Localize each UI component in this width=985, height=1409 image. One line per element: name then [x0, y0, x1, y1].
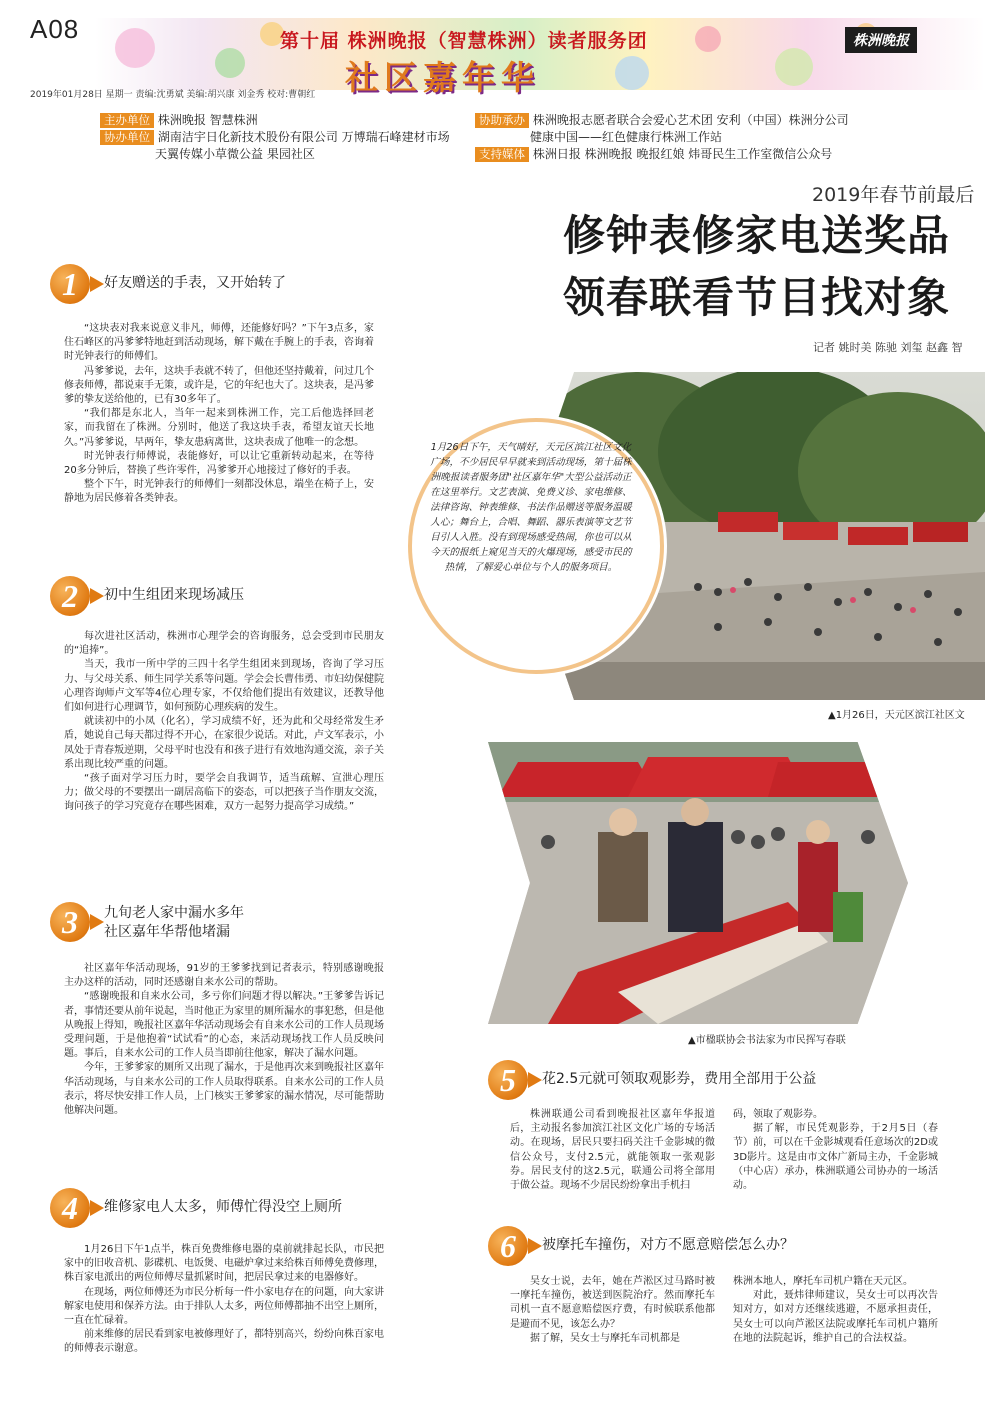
section-4-badge: 4	[50, 1188, 90, 1228]
section-2-badge: 2	[50, 576, 90, 616]
paragraph: 每次进社区活动，株洲市心理学会的咨询服务，总会受到市民朋友的“追捧”。	[64, 631, 384, 657]
photo-1-caption: ▲1月26日，天元区滨江社区文	[828, 710, 965, 721]
intro-text: 1月26日下午，天气晴好，天元区滨江社区文化广场，不少居民早早就来到活动现场，第十届株洲晚报读者服务团"社区嘉年华"大型公益活动正在这里举行。文艺表演、免费义诊、家电维修、法律咨询、钟表维修、书法作品赠送等服务温暖人心；舞台上，合唱、舞蹈、器乐表演等文艺节目引人入胜。没有到现场感受热闹，你也可以从今天的报纸上窥见当天的火爆现场，感受市民的热情，了解爱心单位与个人的服务项目。	[430, 442, 632, 573]
section-5-body-left	[510, 1108, 715, 1193]
section-6-title: 被摩托车撞伤，对方不愿意赔偿怎么办？	[542, 1237, 794, 1253]
calligraphy-photo	[488, 742, 908, 1024]
sponsor-block	[100, 113, 960, 165]
paragraph: 株洲联通公司看到晚报社区嘉年华报道后，主动报名参加滨江社区文化广场的专场活动。在现场，居民只要扫码关注千金影城的微信公众号，支付2.5元，就能领取一张观影券。居民支付的这2.5元，联通公司将全部用于做公益。现场不少居民纷纷拿出手机扫	[510, 1109, 715, 1192]
section-2-title: 初中生组团来现场减压	[104, 587, 244, 603]
headline-line-1: 修钟表修家电送奖品	[563, 211, 951, 260]
paragraph: 据了解，吴女士与摩托车司机都是	[530, 1332, 680, 1344]
assist-text-1: 株洲晚报志愿者联合会爱心艺术团 安利（中国）株洲分公司	[532, 113, 849, 127]
paragraph: 整个下午，时光钟表行的师傅们一刻都没休息，端坐在椅子上，安静地为居民修着各类钟表。	[64, 479, 374, 505]
section-4-body	[64, 1243, 384, 1357]
paragraph: 吴女士说，去年，她在芦淞区过马路时被一摩托车撞伤，被送到医院治疗。然而摩托车司机一直不愿意赔偿医疗费，有时候联系他都是避而不见，该怎么办？	[510, 1276, 715, 1330]
section-5-body-right	[733, 1108, 938, 1193]
paragraph: “这块表对我来说意义非凡，师傅，还能修好吗？”下午3点多，家住石峰区的冯爹爹特地赶到活动现场，解下戴在手腕上的手表，咨询着时光钟表行的师傅们。	[64, 323, 374, 363]
section-4-title: 维修家电人太多，师傅忙得没空上厕所	[104, 1199, 342, 1215]
photo-2-caption: ▲市楹联协会书法家为市民挥写春联	[688, 1035, 846, 1046]
paragraph: 在现场，两位师傅还为市民分析每一件小家电存在的问题，向大家讲解家电使用和保养方法。由于排队人太多，两位师傅都抽不出空上厕所，一直在忙碌着。	[64, 1286, 384, 1327]
section-3-title	[104, 904, 244, 942]
section-1-badge: 1	[50, 264, 90, 304]
co-text-2: 天翼传媒小草微公益 果园社区	[155, 147, 315, 161]
paragraph: “孩子面对学习压力时，要学会自我调节，适当疏解、宣泄心理压力；做父母的不要摆出一副居高临下的姿态，可以把孩子当作朋友交流，询问孩子的学习究竟存在哪些困难，双方一起努力提高学习成绩。”	[64, 773, 384, 813]
paragraph: 时光钟表行师傅说，表能修好，可以让它重新转动起来，在等待20多分钟后，替换了些许零件，冯爹爹开心地接过了修好的手表。	[64, 450, 374, 477]
host-label: 主办单位	[100, 113, 154, 128]
brand-logo: 株洲晚报	[845, 27, 917, 53]
section-2-body	[64, 630, 384, 815]
assist-label: 协助承办	[475, 113, 529, 128]
paragraph: 社区嘉年华活动现场，91岁的王爹爹找到记者表示，特别感谢晚报主办这样的活动，同时还感谢自来水公司的帮助。	[64, 963, 384, 989]
media-label: 支持媒体	[475, 147, 529, 162]
assist-text-2: 健康中国——红色健康行株洲工作站	[530, 130, 723, 144]
host-text: 株洲晚报 智慧株洲	[157, 113, 258, 127]
paragraph: 据了解，市民凭观影券，于2月5日（春节）前，可以在千金影城观看任意场次的2D或3D影片。这是由市文体广新局主办，千金影城（中心店）承办，株洲联通公司协办的一场活动。	[733, 1123, 938, 1192]
section-6-body-left	[510, 1275, 715, 1346]
byline: 记者 姚时美 陈驰 刘玺 赵鑫 智	[813, 341, 963, 354]
paragraph: “感谢晚报和自来水公司，多亏你们问题才得以解决。”王爹爹告诉记者，事情还要从前年说起，当时他正为家里的厕所漏水的事犯愁，但是他从晚报上得知，晚报社区嘉年华活动现场会有自来水公司的工作人员现场受理问题，于是他抱着“试试看”的心态，来活动现场找工作人员反映问题。事后，自来水公司的工作人员当即前往他家，解决了漏水问题。	[64, 991, 384, 1060]
paragraph: 前来维修的居民看到家电被修理好了，都特别高兴，纷纷向株百家电的师傅表示谢意。	[64, 1329, 384, 1355]
page-number: A08	[30, 14, 80, 44]
paragraph: 码，领取了观影券。	[733, 1109, 823, 1120]
section-5-title: 花2.5元就可领取观影券，费用全部用于公益	[542, 1071, 817, 1087]
section-1-title: 好友赠送的手表，又开始转了	[104, 275, 286, 291]
paragraph: 1月26日下午1点半，株百免费维修电器的桌前就排起长队，市民把家中的旧收音机、影碟机、电饭煲、电磁炉拿过来给株百师傅免费修理，株百家电派出的两位师傅尽量抓紧时间，把居民拿过来的电器修好。	[64, 1244, 384, 1284]
co-text-1: 湖南洁宇日化新技术股份有限公司 万博瑞石峰建材市场	[157, 130, 450, 144]
co-label: 协办单位	[100, 130, 154, 145]
paragraph: 株洲本地人，摩托车司机户籍在天元区。	[733, 1276, 913, 1287]
banner-title: 社区嘉年华	[345, 58, 540, 97]
section-6-body-right	[733, 1275, 938, 1346]
banner-subtitle: 第十届 株洲晚报（智慧株洲）读者服务团	[280, 30, 648, 52]
section-5-badge: 5	[488, 1060, 528, 1100]
paragraph: 当天，我市一所中学的三四十名学生组团来到现场，咨询了学习压力、与父母关系、师生同学关系等问题。学会会长曹伟勇、市妇幼保健院心理咨询师卢文军等4位心理专家，不仅给他们提出有效建议，还教导他们如何进行心理调节，如何预防心理疾病的发生。	[64, 659, 384, 714]
section-6-badge: 6	[488, 1226, 528, 1266]
paragraph: 冯爹爹说，去年，这块手表就不转了，但他还坚持戴着，问过几个修表师傅，都说束手无策，或许是，它的年纪也大了。这块表，是冯爹爹的挚友送给他的，已有30多年了。	[64, 365, 374, 406]
paragraph: “我们都是东北人，当年一起来到株洲工作，完工后他选择回老家，而我留在了株洲。分别时，他送了我这块手表，希望友谊天长地久。”冯爹爹说，早两年，挚友患病离世，这块表成了他唯一的念想。	[64, 408, 374, 448]
section-1-body	[64, 322, 374, 507]
headline-kicker: 2019年春节前最后	[812, 184, 975, 206]
section-3-title-line-2: 社区嘉年华帮他堵漏	[104, 924, 230, 940]
section-3-badge: 3	[50, 902, 90, 942]
dateline: 2019年01月28日 星期一 责编:沈勇斌 美编:胡兴康 刘金秀 校对:曹朝红	[30, 90, 316, 100]
section-3-body	[64, 962, 384, 1118]
paragraph: 就读初中的小凤（化名），学习成绩不好，还为此和父母经常发生矛盾，她说自己每天都过得不开心，在家很少说话。对此，卢文军表示，小凤处于青春叛逆期，父母平时也没有和孩子进行有效地沟通交流，亲子关系出现比较严重的问题。	[64, 716, 384, 770]
paragraph: 对此，聂炜律师建议，吴女士可以再次告知对方，如对方还继续逃避，不愿承担责任，吴女士可以向芦淞区法院或摩托车司机户籍所在地的法院起诉，维护自己的合法权益。	[733, 1290, 938, 1344]
section-3-title-line-1: 九旬老人家中漏水多年	[104, 905, 244, 921]
paragraph: 今年，王爹爹家的厕所又出现了漏水，于是他再次来到晚报社区嘉年华活动现场，与自来水公司的工作人员取得联系。自来水公司的工作人员表示，将尽快安排工作人员，上门核实王爹爹家的漏水情况，尽可能帮助他解决问题。	[64, 1062, 384, 1117]
media-text: 株洲日报 株洲晚报 晚报红娘 炜哥民生工作室微信公众号	[532, 147, 833, 161]
headline-line-2: 领春联看节目找对象	[563, 273, 951, 322]
